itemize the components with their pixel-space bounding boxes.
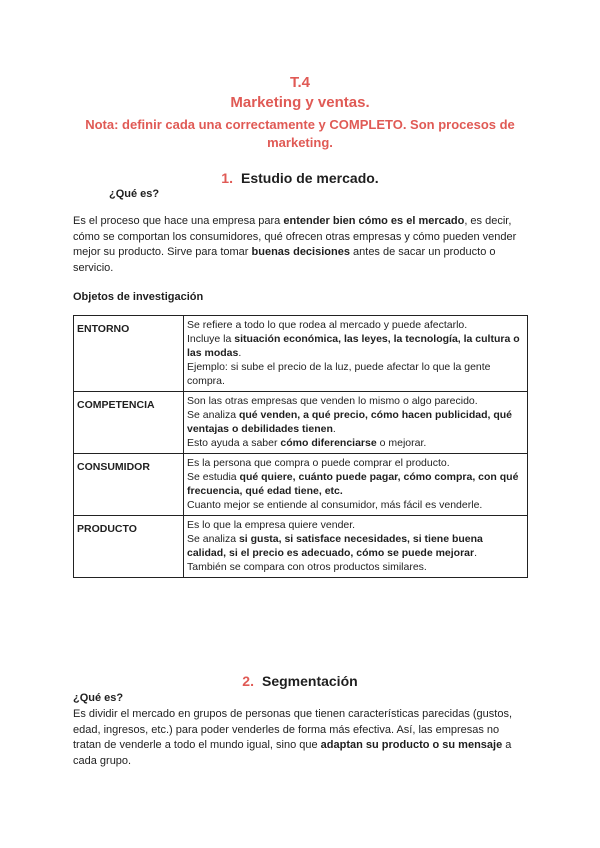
row-key: CONSUMIDOR <box>74 454 184 516</box>
intro-text-3: antes de sacar un producto o servicio. <box>73 246 496 274</box>
row-line: Ejemplo: si sube el precio de la luz, puede afectar lo que la gente compra. <box>187 361 491 387</box>
section-1-question: ¿Qué es? <box>109 188 160 200</box>
row-text: . <box>238 347 242 359</box>
intro-text-2: , es decir, cómo se comportan los consumidores, qué ofrecen otras empresas y cómo pueden vender mejor su producto. Sirve para tomar <box>73 215 517 258</box>
table-row <box>74 316 528 392</box>
table-row <box>74 392 528 454</box>
section-1-heading <box>0 170 600 186</box>
research-objects-title: Objetos de investigación <box>73 291 204 303</box>
section-2-number: 2. <box>242 673 254 689</box>
section-2-heading <box>0 673 600 689</box>
row-text: Incluye la <box>187 333 235 345</box>
row-line <box>187 408 524 436</box>
row-text: . <box>332 423 336 435</box>
row-line: Es la persona que compra o puede comprar el producto. <box>187 457 450 469</box>
row-key: ENTORNO <box>74 316 184 392</box>
row-line <box>187 470 524 498</box>
section-2-text <box>73 707 528 769</box>
row-text: o mejorar. <box>376 437 427 449</box>
intro-bold-1: entender bien cómo es el mercado <box>283 215 465 227</box>
section-1-title: Estudio de mercado. <box>240 170 379 186</box>
row-text: Se estudia <box>187 471 240 483</box>
row-value <box>184 316 528 392</box>
row-bold: cómo diferenciarse <box>280 437 377 449</box>
row-value <box>184 392 528 454</box>
topic-number: T.4 <box>289 74 310 91</box>
row-line <box>187 532 524 560</box>
note-text: Nota: definir cada una correctamente y COMPLETO. Son procesos de marketing. <box>85 117 515 150</box>
row-value <box>184 516 528 578</box>
section-1-intro <box>73 214 528 276</box>
seg-text-1: Es dividir el mercado en grupos de personas que tienen características parecidas (gustos, edad, ingresos, etc.) para poder venderles de forma más efectiva. Así, las empresas no tratan de venderle a todo el mundo igual, sino que <box>73 708 513 751</box>
row-key: COMPETENCIA <box>74 392 184 454</box>
page-title: Marketing y ventas. <box>230 94 370 111</box>
table-row <box>74 516 528 578</box>
row-line <box>187 436 524 450</box>
intro-bold-2: buenas decisiones <box>251 246 350 258</box>
research-table <box>73 315 528 578</box>
row-line: Es lo que la empresa quiere vender. <box>187 519 356 531</box>
section-2-title: Segmentación <box>261 673 358 689</box>
row-line: Son las otras empresas que venden lo mismo o algo parecido. <box>187 395 478 407</box>
row-bold: qué venden, a qué precio, cómo hacen publicidad, qué ventajas o debilidades tienen <box>187 409 513 435</box>
row-bold: qué quiere, cuánto puede pagar, cómo compra, con qué frecuencia, qué edad tiene, etc. <box>187 471 519 497</box>
intro-text-1: Es el proceso que hace una empresa para <box>73 215 284 227</box>
seg-bold-1: adaptan su producto o su mensaje <box>320 739 503 751</box>
row-text: Se analiza <box>187 409 239 421</box>
row-line: Se refiere a todo lo que rodea al mercado y puede afectarlo. <box>187 319 468 331</box>
seg-text-2: a cada grupo. <box>73 739 512 767</box>
row-line <box>187 332 524 360</box>
row-bold: si gusta, si satisface necesidades, si tiene buena calidad, si el precio es adecuado, cómo se puede mejorar <box>187 533 483 559</box>
row-line: Cuanto mejor se entiende al consumidor, más fácil es venderle. <box>187 499 483 511</box>
row-bold: situación económica, las leyes, la tecnología, la cultura o las modas <box>187 333 520 359</box>
row-text: Esto ayuda a saber <box>187 437 281 449</box>
table-row <box>74 454 528 516</box>
row-value <box>184 454 528 516</box>
row-line: También se compara con otros productos similares. <box>187 561 427 573</box>
row-key: PRODUCTO <box>74 516 184 578</box>
section-2-question: ¿Qué es? <box>73 692 124 704</box>
section-1-number: 1. <box>221 170 233 186</box>
row-text: . <box>474 547 478 559</box>
row-text: Se analiza <box>187 533 239 545</box>
